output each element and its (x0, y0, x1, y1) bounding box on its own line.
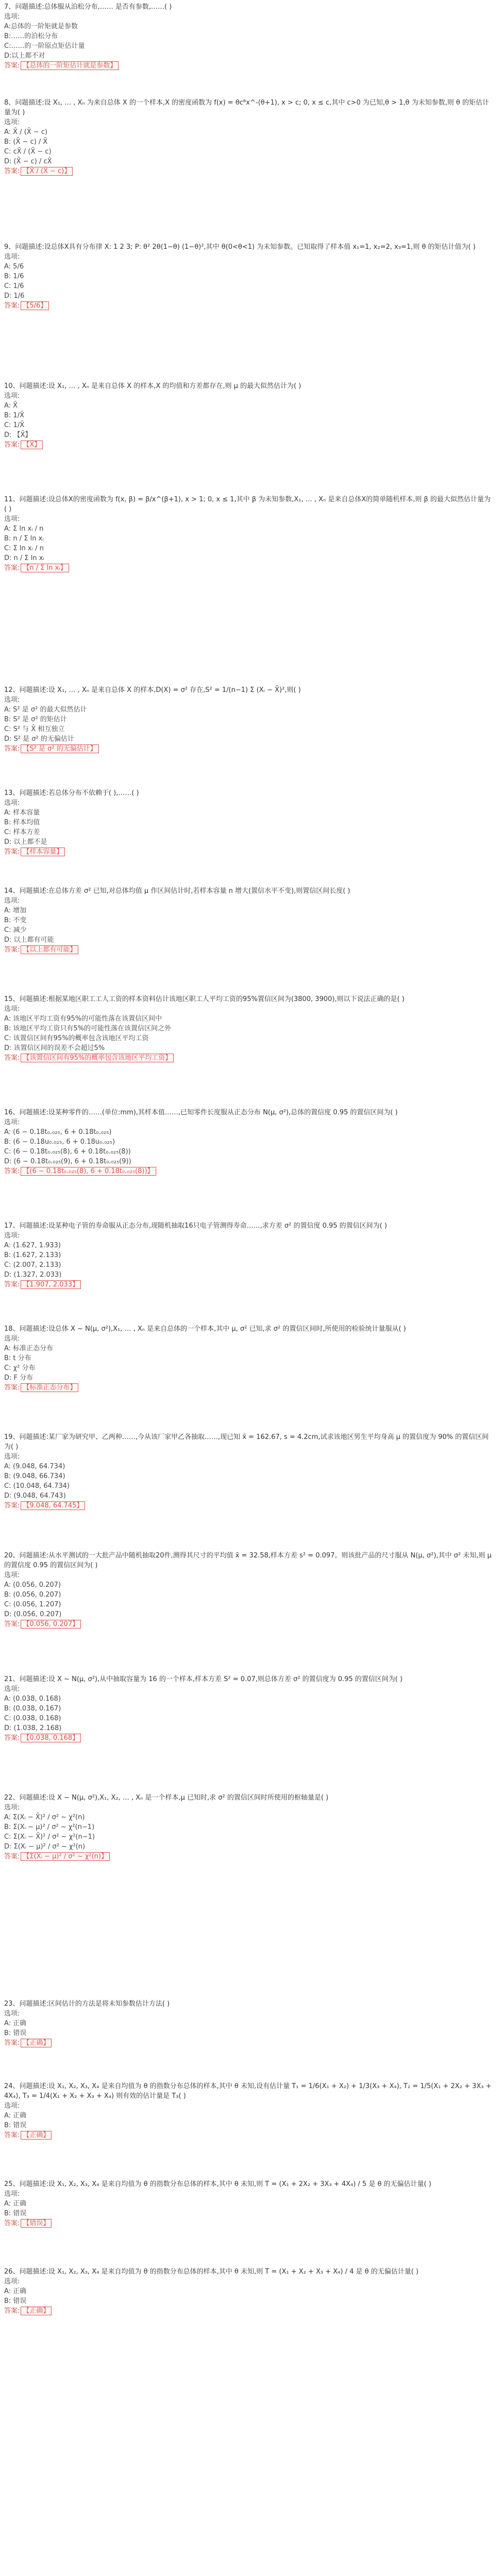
question-stem: 19、问题描述:某厂家为研究甲、乙两种……,今从该厂家甲乙各抽取……,现已知 x̄ = 162.67, s = 4.2cm,试求该地区男生平均身高 μ 的置信度为 90% 的置信区间为( ) (4, 1433, 489, 1451)
question-stem: 14、问题描述:在总体方差 σ² 已知,对总体均值 μ 作区间估计时,若样本容量 n 增大(置信水平不变),则置信区间长度( ) (4, 887, 350, 895)
option-c: C: 1/6 (4, 282, 24, 290)
answer-line (4, 1166, 156, 1176)
option-a: A: (9.048, 64.734) (4, 1463, 65, 1470)
options-label: 选项: (4, 1571, 20, 1579)
answer-line (4, 1383, 78, 1393)
answer-value: 【n / Σ ln xᵢ】 (21, 564, 69, 572)
option-a: A: 增加 (4, 907, 27, 914)
option-d: D: 1/6 (4, 292, 25, 300)
answer-value: 【正确】 (21, 2307, 52, 2315)
question-block (4, 1324, 493, 1393)
answer-key: 答案: (4, 2219, 20, 2227)
question-block (4, 685, 493, 754)
option-b: B: (X̄ − c) / X̄ (4, 138, 48, 146)
question-block (4, 2267, 493, 2316)
option-d: D: S² 是 σ² 的无偏估计 (4, 735, 74, 743)
option-a: A:总体的一阶矩就是参数 (4, 23, 78, 30)
options-label: 选项: (4, 118, 20, 126)
question-block (4, 994, 493, 1063)
options-label: 选项: (4, 2278, 20, 2285)
answer-line (4, 563, 69, 573)
answer-key: 答案: (4, 564, 20, 572)
answer-value: 【样本容量】 (21, 848, 65, 856)
answer-key: 答案: (4, 1502, 20, 1510)
answer-value: 【该置信区间有95%的概率包含该地区平均工资】 (21, 1054, 174, 1062)
question-stem: 18、问题描述:设总体 X ~ N(μ, σ²),X₁, … , Xₙ 是来自总体的一个样本,其中 μ, σ² 已知,求 σ² 的置信区间时,所使用的检验统计量服从( ) (4, 1325, 406, 1333)
answer-key: 答案: (4, 1853, 20, 1860)
answer-key: 答案: (4, 2131, 20, 2139)
option-b: B: 错误 (4, 2122, 27, 2129)
answer-line (4, 744, 99, 754)
answer-value: 【正确】 (21, 2039, 52, 2047)
option-d: D: Σ(Xᵢ − μ)² / σ² ~ χ²(n) (4, 1843, 86, 1851)
option-c: C: Σ(Xᵢ − X̄)² / σ² ~ χ²(n−1) (4, 1833, 95, 1841)
question-block (4, 98, 493, 176)
answer-value: 【1.907, 2.033】 (21, 1280, 81, 1289)
question-stem: 17、问题描述:设某种电子管的寿命服从正态分布,现随机抽取16只电子管测得寿命……,求方差 σ² 的置信度 0.95 的置信区间为( ) (4, 1222, 387, 1230)
options-label: 选项: (4, 1118, 20, 1126)
option-b: B: 样本均值 (4, 819, 40, 826)
answer-key: 答案: (4, 441, 20, 449)
option-d: D: F 分布 (4, 1374, 33, 1382)
question-block (4, 1432, 493, 1511)
option-b: B: (1.627, 2.133) (4, 1251, 61, 1259)
option-a: A: Σ(Xᵢ − X̄)² / σ² ~ χ²(n) (4, 1814, 85, 1821)
option-a: A: 样本容量 (4, 809, 40, 817)
options-label: 选项: (4, 1335, 20, 1343)
answer-value: 【0.038, 0.168】 (21, 1734, 81, 1742)
option-b: B: 错误 (4, 2297, 27, 2305)
option-b: B:……的泊松分布 (4, 32, 58, 40)
answer-value: 【9.048, 64.745】 (21, 1501, 85, 1510)
option-a: A: 正确 (4, 2287, 27, 2295)
option-d: D: 该置信区间的误差不会超过5% (4, 1044, 105, 1052)
option-a: A: X̄ / (X̄ − c) (4, 128, 48, 136)
option-b: B: (9.048, 66.734) (4, 1472, 65, 1480)
answer-key: 答案: (4, 1054, 20, 1062)
question-stem: 24、问题描述:设 X₁, X₂, X₃, X₄ 是来自均值为 θ 的指数分布总体的样本,其中 θ 未知,设有估计量 T₁ = 1/6(X₁ + X₂) + 1/3(X₃ + X₄), T₂ = 1/5(X₁ + 2X₂ + 3X₃ + 4X₄), T₃ = 1/4(X₁ + X₂ + X₃ + X₄) 则有效的估计量是 T₃( ) (4, 2082, 492, 2100)
question-stem: 20、问题描述:从水平测试的一大批产品中随机抽取20件,测得其尺寸的平均值 x̄ = 32.58,样本方差 s² = 0.097。则该批产品的尺寸服从 N(μ, σ²),其中 σ² 未知,则 μ 的置信度 0.95 的置信区间为( ) (4, 1552, 492, 1569)
question-block (4, 2179, 493, 2228)
option-b: B: 错误 (4, 2210, 27, 2217)
options-label: 选项: (4, 253, 20, 261)
option-c: C: (0.038, 0.168) (4, 1715, 61, 1722)
option-b: B: 该地区平均工资只有5%的可能性落在该置信区间之外 (4, 1025, 172, 1032)
option-b: B: n / Σ ln xᵢ (4, 535, 44, 543)
answer-value: 【0.056, 0.207】 (21, 1620, 81, 1629)
question-stem: 13、问题描述:若总体分布不依赖于( ),……( ) (4, 789, 139, 797)
answer-line (4, 1619, 81, 1629)
question-stem: 16、问题描述:设某种零件的……(单位:mm),其样本值……,已知零件长度服从正态分布 N(μ, σ²),总体的置信度 0.95 的置信区间为( ) (4, 1109, 398, 1116)
answer-line (4, 945, 78, 955)
answer-value: 【5/6】 (21, 301, 49, 310)
option-b: B: 1/X̄ (4, 412, 24, 419)
answer-value: 【以上都有可能】 (21, 945, 78, 954)
question-stem: 23、问题描述:区间估计的方法是将未知参数估计方法( ) (4, 2000, 170, 2008)
option-c: C: 1/X̄ (4, 421, 25, 429)
question-stem: 21、问题描述:设 X ~ N(μ, σ²),从中抽取容量为 16 的一个样本,样本方差 S² = 0.07,则总体方差 σ² 的置信度为 0.95 的置信区间为( ) (4, 1675, 403, 1683)
answer-value: 【Σ(Xᵢ − μ)² / σ² ~ χ²(n)】 (21, 1852, 110, 1861)
answer-line (4, 1733, 81, 1743)
option-c: C: 样本方差 (4, 828, 40, 836)
question-stem: 7、问题描述:总体服从泊松分布,…… 是否有参数,……( ) (4, 3, 172, 11)
question-block (4, 2, 493, 71)
option-b: B: 不变 (4, 917, 27, 924)
answer-key: 答案: (4, 302, 20, 310)
options-label: 选项: (4, 1804, 20, 1811)
option-c: C: cX̄ / (X̄ − c) (4, 148, 52, 156)
option-a: A: 正确 (4, 2112, 27, 2120)
option-a: A: Σ ln xᵢ / n (4, 525, 44, 533)
option-d: D: 以上都不是 (4, 838, 47, 846)
options-label: 选项: (4, 799, 20, 807)
option-d: D:以上都不对 (4, 52, 45, 60)
options-label: 选项: (4, 392, 20, 400)
answer-value: 【X̄】 (21, 440, 43, 449)
answer-line (4, 2038, 52, 2048)
answer-key: 答案: (4, 2307, 20, 2315)
question-block (4, 1108, 493, 1176)
answer-key: 答案: (4, 848, 20, 856)
question-block (4, 1999, 493, 2048)
option-d: D: n / Σ ln xᵢ (4, 554, 44, 562)
option-a: A: X̄ (4, 402, 18, 410)
question-stem: 22、问题描述:设 X ~ N(μ, σ²),X₁, X₂, … , Xₙ 是一个样本,μ 已知时,求 σ² 的置信区间时所使用的枢轴量是( ) (4, 1794, 329, 1802)
answer-value: 【标准正态分布】 (21, 1383, 78, 1392)
option-a: A: S² 是 σ² 的最大似然估计 (4, 706, 87, 714)
answer-line (4, 2306, 52, 2316)
option-c: C: S² 与 X̄ 相互独立 (4, 725, 65, 733)
answer-value: 【错误】 (21, 2219, 52, 2228)
question-stem: 11、问题描述:设总体X的密度函数为 f(x, β) = β/x^(β+1), x > 1; 0, x ≤ 1,其中 β 为未知参数,X₁, … , Xₙ 是来自总体X的简单随机样本,则 β 的最大似然估计量为( ) (4, 496, 491, 513)
option-a: A: 正确 (4, 2200, 27, 2208)
options-label: 选项: (4, 515, 20, 523)
options-label: 选项: (4, 2010, 20, 2018)
question-stem: 12、问题描述:设 X₁, … , Xₙ 是来自总体 X 的样本,D(X) = σ² 存在,S² = 1/(n−1) Σ (Xᵢ − X̄)²,则( ) (4, 686, 301, 694)
option-c: C: χ² 分布 (4, 1364, 36, 1372)
answer-line (4, 440, 43, 450)
answer-key: 答案: (4, 745, 20, 753)
option-a: A: 正确 (4, 2020, 27, 2027)
option-d: D: 以上都有可能 (4, 936, 54, 944)
answer-key: 答案: (4, 1167, 20, 1175)
option-a: A: 5/6 (4, 263, 24, 270)
option-c: C: Σ ln xᵢ / n (4, 545, 44, 552)
answer-line (4, 301, 49, 311)
option-b: B: t 分布 (4, 1354, 31, 1362)
answer-key: 答案: (4, 62, 20, 70)
answer-value: 【(6 − 0.18t₀.₀₂₅(8), 6 + 0.18t₀.₀₂₅(8))】 (21, 1167, 156, 1176)
option-b: B: (6 − 0.18u₀.₀₂₅, 6 + 0.18u₀.₀₂₅) (4, 1138, 115, 1146)
answer-key: 答案: (4, 1281, 20, 1289)
option-c: C: 减少 (4, 926, 27, 934)
option-a: A: 该地区平均工资有95%的可能性落在该置信区间中 (4, 1015, 162, 1023)
answer-line (4, 1501, 85, 1511)
question-block (4, 1674, 493, 1743)
question-block (4, 381, 493, 450)
option-a: A: (0.038, 0.168) (4, 1695, 61, 1703)
option-c: C: (10.048, 64.734) (4, 1482, 70, 1490)
option-b: B: S² 是 σ² 的矩估计 (4, 716, 67, 723)
answer-key: 答案: (4, 946, 20, 954)
options-label: 选项: (4, 2190, 20, 2198)
answer-line (4, 847, 65, 857)
option-d: D: (9.048, 64.743) (4, 1492, 66, 1500)
options-label: 选项: (4, 897, 20, 905)
question-block (4, 2081, 493, 2140)
option-a: A: (6 − 0.18t₀.₀₂₅, 6 + 0.18t₀.₀₂₅) (4, 1128, 112, 1136)
answer-line (4, 2218, 52, 2228)
answer-line (4, 1852, 110, 1861)
option-c: C:……的一阶原点矩估计量 (4, 42, 85, 50)
option-b: B: (0.056, 0.207) (4, 1591, 61, 1599)
option-a: A: (1.627, 1.933) (4, 1242, 61, 1249)
option-a: A: 标准正态分布 (4, 1345, 54, 1352)
question-stem: 8、问题描述:设 X₁, … , Xₙ 为来自总体 X 的一个样本,X 的密度函数为 f(x) = θcᶿx^-(θ+1), x > c; 0, x ≤ c,其中 c>0 为已知,θ > 1,θ 为未知参数,则 θ 的矩估计量为( ) (4, 99, 489, 116)
question-block (4, 788, 493, 857)
question-block (4, 1221, 493, 1290)
question-stem: 9、问题描述:设总体X具有分布律 X: 1 2 3; P: θ² 2θ(1−θ) (1−θ)²,其中 θ(0<θ<1) 为未知参数。已知取得了样本值 x₁=1, x₂=2, x₃=1,则 θ 的矩估计值为( ) (4, 243, 476, 251)
option-d: D: (X̄ − c) / cX̄ (4, 158, 52, 165)
question-block (4, 495, 493, 573)
answer-key: 答案: (4, 2039, 20, 2047)
answer-value: 【正确】 (21, 2131, 52, 2140)
option-b: B: 错误 (4, 2029, 27, 2037)
option-d: D: (1.327, 2.033) (4, 1271, 62, 1279)
option-b: B: Σ(Xᵢ − μ)² / σ² ~ χ²(n−1) (4, 1823, 95, 1831)
question-stem: 25、问题描述:设 X₁, X₂, X₃, X₄ 是来自均值为 θ 的指数分布总体的样本,其中 θ 未知,则 T = (X₁ + 2X₂ + 3X₃ + 4X₄) / 5 是 θ 的无偏估计量( ) (4, 2180, 431, 2188)
answer-key: 答案: (4, 1384, 20, 1392)
question-block (4, 886, 493, 955)
answer-value: 【X̄ / (X̄ − c)】 (21, 167, 73, 176)
options-label: 选项: (4, 2102, 20, 2110)
question-block (4, 1551, 493, 1629)
answer-value: 【S² 是 σ² 的无偏估计】 (21, 744, 98, 753)
answer-value: 【总体的一阶矩估计就是参数】 (21, 61, 119, 70)
options-label: 选项: (4, 1005, 20, 1013)
question-block (4, 242, 493, 311)
answer-line (4, 1280, 81, 1290)
option-d: D: 【X̄】 (4, 431, 32, 439)
answer-line (4, 1053, 174, 1063)
option-d: D: (6 − 0.18t₀.₀₂₅(9), 6 + 0.18t₀.₀₂₅(9)) (4, 1158, 131, 1165)
answer-line (4, 61, 119, 71)
question-stem: 15、问题描述:根据某地区职工工人工资的样本资料估计该地区职工人平均工资的95%置信区间为(3800, 3900),则以下说法正确的是( ) (4, 995, 405, 1003)
answer-line (4, 166, 73, 176)
option-d: D: (0.056, 0.207) (4, 1611, 62, 1618)
options-label: 选项: (4, 696, 20, 704)
answer-key: 答案: (4, 1734, 20, 1742)
question-block (4, 1793, 493, 1861)
question-stem: 26、问题描述:设 X₁, X₂, X₃, X₄ 是来自均值为 θ 的指数分布总体的样本,其中 θ 未知,则 T = (X₁ + X₂ + X₃ + X₄) / 4 是 θ 的无偏估计量( ) (4, 2268, 419, 2276)
option-c: C: 该置信区间有95%的概率包含该地区平均工资 (4, 1035, 149, 1042)
option-b: B: (0.038, 0.167) (4, 1705, 61, 1713)
option-b: B: 1/6 (4, 273, 24, 280)
options-label: 选项: (4, 1685, 20, 1693)
option-c: C: (2.007, 2.133) (4, 1261, 61, 1269)
option-d: D: (1.038, 2.168) (4, 1724, 62, 1732)
option-c: C: (0.056, 1.207) (4, 1601, 61, 1608)
answer-key: 答案: (4, 1620, 20, 1628)
option-a: A: (0.056, 0.207) (4, 1581, 61, 1589)
options-label: 选项: (4, 13, 20, 21)
option-c: C: (6 − 0.18t₀.₀₂₅(8), 6 + 0.18t₀.₀₂₅(8)) (4, 1148, 131, 1156)
options-label: 选项: (4, 1232, 20, 1240)
answer-key: 答案: (4, 167, 20, 175)
answer-line (4, 2130, 52, 2140)
options-label: 选项: (4, 1453, 20, 1461)
question-stem: 10、问题描述:设 X₁, … , Xₙ 是来自总体 X 的样本,X 的均值和方差都存在,则 μ 的最大似然估计为( ) (4, 382, 301, 390)
